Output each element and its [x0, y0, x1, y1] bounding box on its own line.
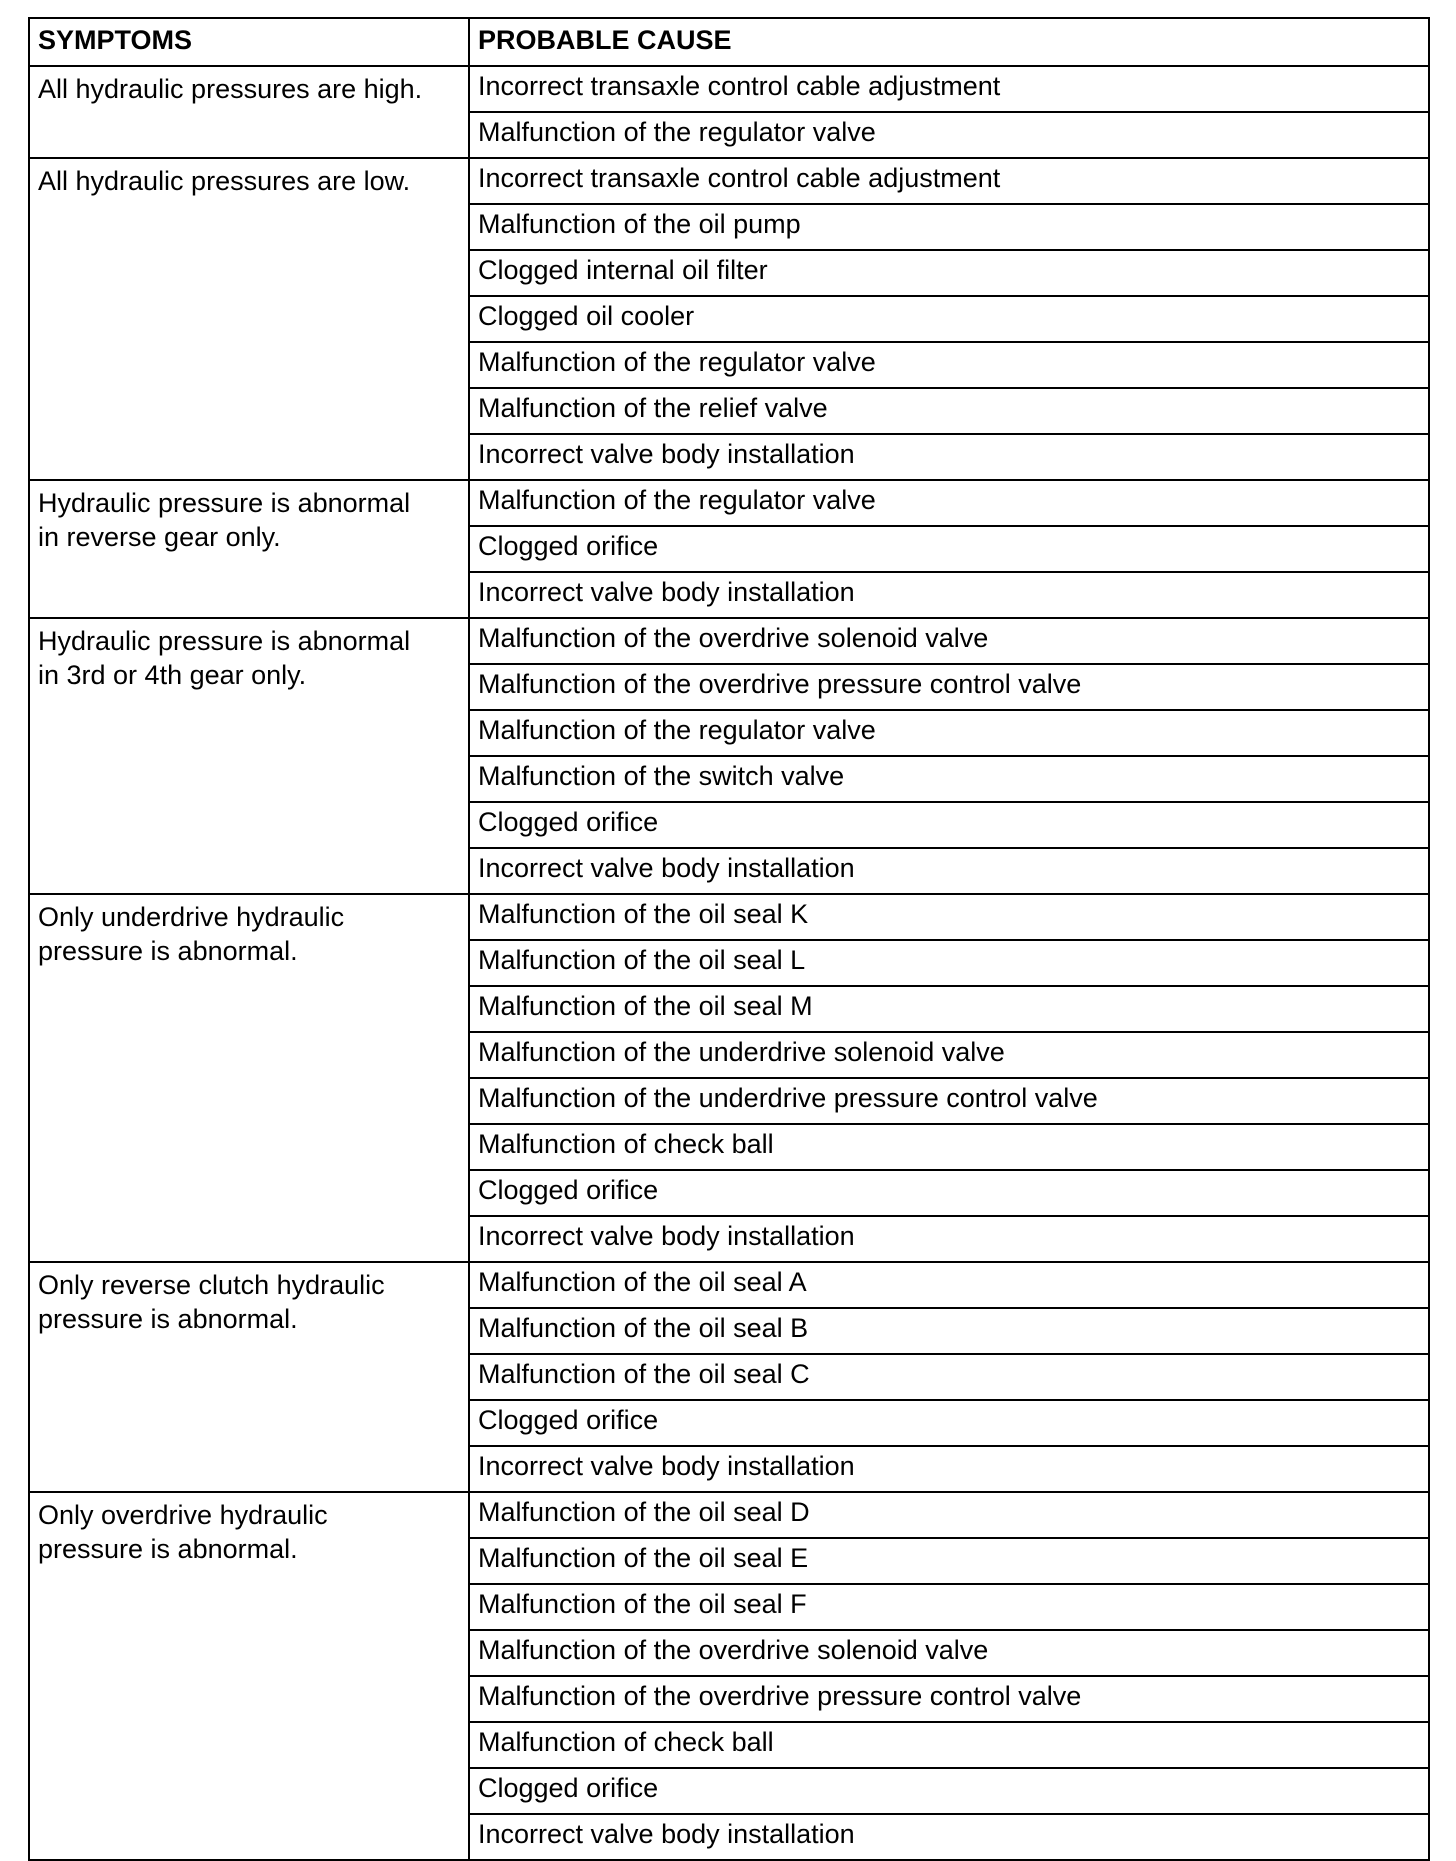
- probable-cause-cell: Malfunction of the oil seal K: [469, 894, 1429, 940]
- probable-cause-cell: Malfunction of the overdrive pressure control valve: [469, 664, 1429, 710]
- probable-cause-cell: Clogged internal oil filter: [469, 250, 1429, 296]
- troubleshooting-table: [28, 17, 1430, 1861]
- probable-cause-cell: Malfunction of check ball: [469, 1722, 1429, 1768]
- probable-cause-cell: Malfunction of the underdrive solenoid valve: [469, 1032, 1429, 1078]
- probable-cause-cell: Incorrect transaxle control cable adjustment: [469, 66, 1429, 112]
- table-row: [29, 1262, 1429, 1308]
- symptom-cell: Hydraulic pressure is abnormal in reverse gear only.: [29, 480, 469, 618]
- probable-cause-cell: Clogged orifice: [469, 1768, 1429, 1814]
- probable-cause-cell: Malfunction of the oil seal L: [469, 940, 1429, 986]
- probable-cause-cell: Malfunction of the overdrive solenoid valve: [469, 618, 1429, 664]
- table-header: [29, 18, 1429, 66]
- header-row: [29, 18, 1429, 66]
- probable-cause-cell: Malfunction of the regulator valve: [469, 342, 1429, 388]
- probable-cause-cell: Malfunction of the regulator valve: [469, 480, 1429, 526]
- probable-cause-cell: Incorrect valve body installation: [469, 434, 1429, 480]
- table-row: [29, 894, 1429, 940]
- probable-cause-cell: Incorrect valve body installation: [469, 1814, 1429, 1860]
- probable-cause-cell: Malfunction of the overdrive pressure control valve: [469, 1676, 1429, 1722]
- table-row: [29, 66, 1429, 112]
- probable-cause-cell: Clogged orifice: [469, 1170, 1429, 1216]
- symptom-cell: All hydraulic pressures are low.: [29, 158, 469, 480]
- probable-cause-cell: Malfunction of the oil seal E: [469, 1538, 1429, 1584]
- probable-cause-cell: Incorrect transaxle control cable adjustment: [469, 158, 1429, 204]
- probable-cause-cell: Malfunction of the switch valve: [469, 756, 1429, 802]
- table-row: [29, 480, 1429, 526]
- probable-cause-cell: Clogged orifice: [469, 526, 1429, 572]
- probable-cause-cell: Malfunction of check ball: [469, 1124, 1429, 1170]
- probable-cause-cell: Malfunction of the oil seal F: [469, 1584, 1429, 1630]
- probable-cause-cell: Incorrect valve body installation: [469, 1446, 1429, 1492]
- symptom-cell: Only overdrive hydraulic pressure is abnormal.: [29, 1492, 469, 1860]
- probable-cause-cell: Incorrect valve body installation: [469, 848, 1429, 894]
- probable-cause-cell: Malfunction of the overdrive solenoid valve: [469, 1630, 1429, 1676]
- probable-cause-cell: Malfunction of the oil seal A: [469, 1262, 1429, 1308]
- header-probable-cause: PROBABLE CAUSE: [469, 18, 1429, 66]
- table-row: [29, 158, 1429, 204]
- symptom-cell: All hydraulic pressures are high.: [29, 66, 469, 158]
- probable-cause-cell: Incorrect valve body installation: [469, 1216, 1429, 1262]
- table-row: [29, 1492, 1429, 1538]
- probable-cause-cell: Malfunction of the oil seal M: [469, 986, 1429, 1032]
- symptom-cell: Only underdrive hydraulic pressure is abnormal.: [29, 894, 469, 1262]
- probable-cause-cell: Malfunction of the oil seal C: [469, 1354, 1429, 1400]
- probable-cause-cell: Malfunction of the oil pump: [469, 204, 1429, 250]
- probable-cause-cell: Malfunction of the regulator valve: [469, 710, 1429, 756]
- table-body: [29, 66, 1429, 1860]
- probable-cause-cell: Clogged orifice: [469, 1400, 1429, 1446]
- probable-cause-cell: Malfunction of the oil seal D: [469, 1492, 1429, 1538]
- symptom-cell: Only reverse clutch hydraulic pressure is abnormal.: [29, 1262, 469, 1492]
- probable-cause-cell: Malfunction of the regulator valve: [469, 112, 1429, 158]
- probable-cause-cell: Malfunction of the underdrive pressure control valve: [469, 1078, 1429, 1124]
- probable-cause-cell: Incorrect valve body installation: [469, 572, 1429, 618]
- probable-cause-cell: Clogged orifice: [469, 802, 1429, 848]
- table-row: [29, 618, 1429, 664]
- symptom-cell: Hydraulic pressure is abnormal in 3rd or 4th gear only.: [29, 618, 469, 894]
- probable-cause-cell: Malfunction of the relief valve: [469, 388, 1429, 434]
- probable-cause-cell: Clogged oil cooler: [469, 296, 1429, 342]
- header-symptoms: SYMPTOMS: [29, 18, 469, 66]
- probable-cause-cell: Malfunction of the oil seal B: [469, 1308, 1429, 1354]
